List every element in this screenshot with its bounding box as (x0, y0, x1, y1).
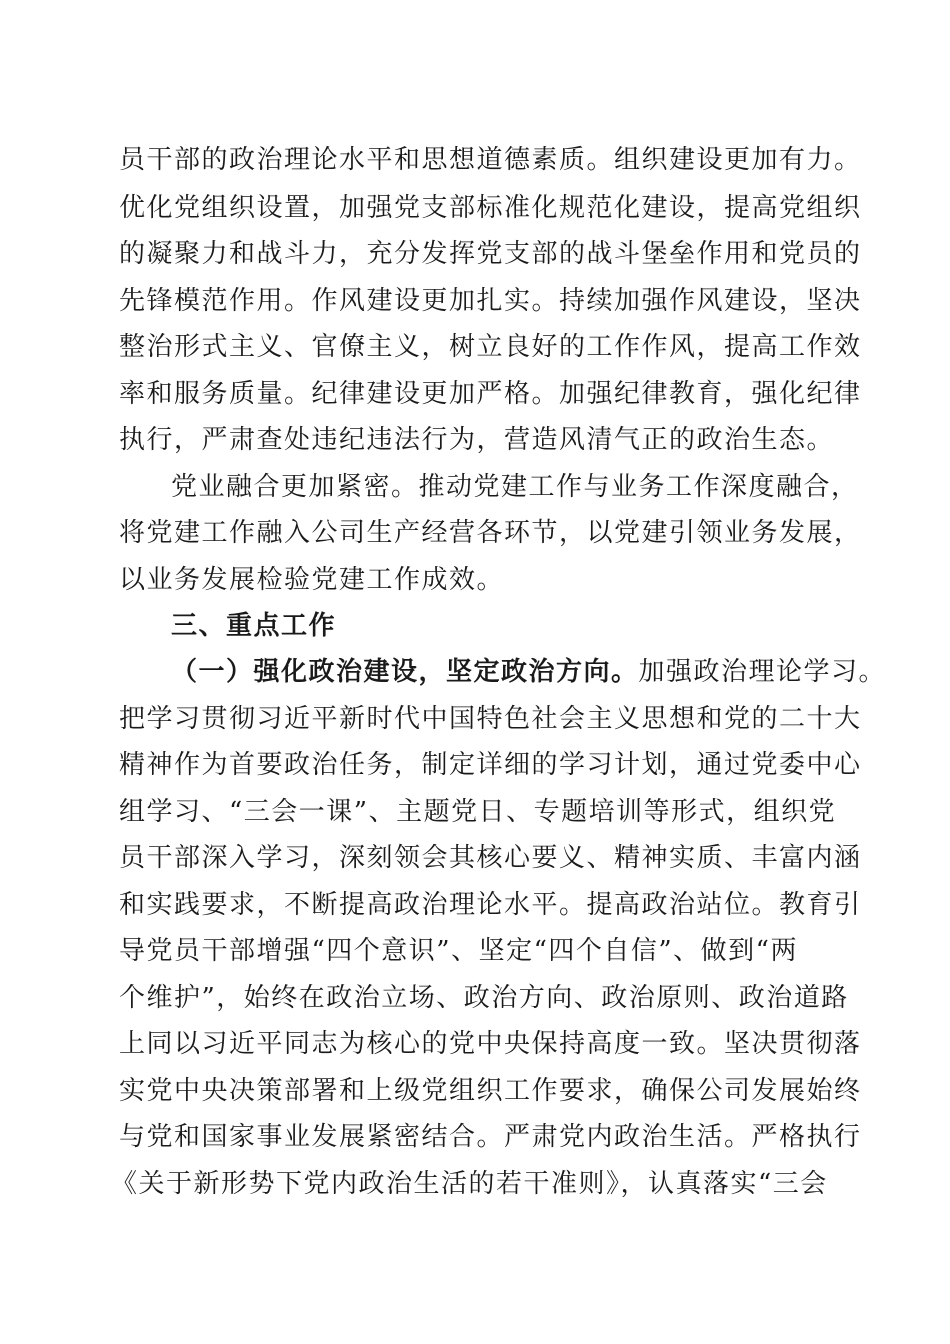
body-line: 个维护”，始终在政治立场、政治方向、政治原则、政治道路 (119, 983, 849, 1013)
body-line: 先锋模范作用。作风建设更加扎实。持续加强作风建设，坚决 (119, 286, 862, 316)
body-line: 上同以习近平同志为核心的党中央保持高度一致。坚决贯彻落 (119, 1029, 862, 1059)
body-line: 和实践要求，不断提高政治理论水平。提高政治站位。教育引 (119, 890, 862, 920)
body-line: 员干部的政治理论水平和思想道德素质。组织建设更加有力。 (119, 145, 862, 175)
body-line: 的凝聚力和战斗力，充分发挥党支部的战斗堡垒作用和党员的 (119, 239, 862, 269)
body-line: 组学习、“三会一课”、主题党日、专题培训等形式，组织党 (119, 797, 837, 827)
body-line: 执行，严肃查处违纪违法行为，营造风清气正的政治生态。 (119, 425, 835, 455)
body-line: 优化党组织设置，加强党支部标准化规范化建设，提高党组织 (119, 193, 862, 223)
body-line: 以业务发展检验党建工作成效。 (119, 565, 505, 595)
body-line: 员干部深入学习，深刻领会其核心要义、精神实质、丰富内涵 (119, 843, 862, 873)
body-line: 导党员干部增强“四个意识”、坚定“四个自信”、做到“两 (119, 936, 798, 966)
body-line: 率和服务质量。纪律建设更加严格。加强纪律教育，强化纪律 (119, 379, 862, 409)
subsection-heading: （一）强化政治建设，坚定政治方向。 (171, 657, 639, 687)
body-line: 《关于新形势下党内政治生活的若干准则》，认真落实“三会 (111, 1169, 828, 1199)
subsection-first-line (171, 652, 886, 692)
subsection-lead-text: 加强政治理论学习。 (638, 657, 887, 687)
body-line: 把学习贯彻习近平新时代中国特色社会主义思想和党的二十大 (119, 704, 862, 734)
body-line: 整治形式主义、官僚主义，树立良好的工作作风，提高工作效 (119, 332, 862, 362)
body-line: 将党建工作融入公司生产经营各环节，以党建引领业务发展， (119, 518, 862, 548)
body-line: 实党中央决策部署和上级党组织工作要求，确保公司发展始终 (119, 1076, 862, 1106)
body-line: 精神作为首要政治任务，制定详细的学习计划，通过党委中心 (119, 750, 862, 780)
body-line: 与党和国家事业发展紧密结合。严肃党内政治生活。严格执行 (119, 1122, 862, 1152)
section-heading: 三、重点工作 (171, 611, 337, 641)
paragraph-first-line: 党业融合更加紧密。推动党建工作与业务工作深度融合， (171, 472, 859, 502)
